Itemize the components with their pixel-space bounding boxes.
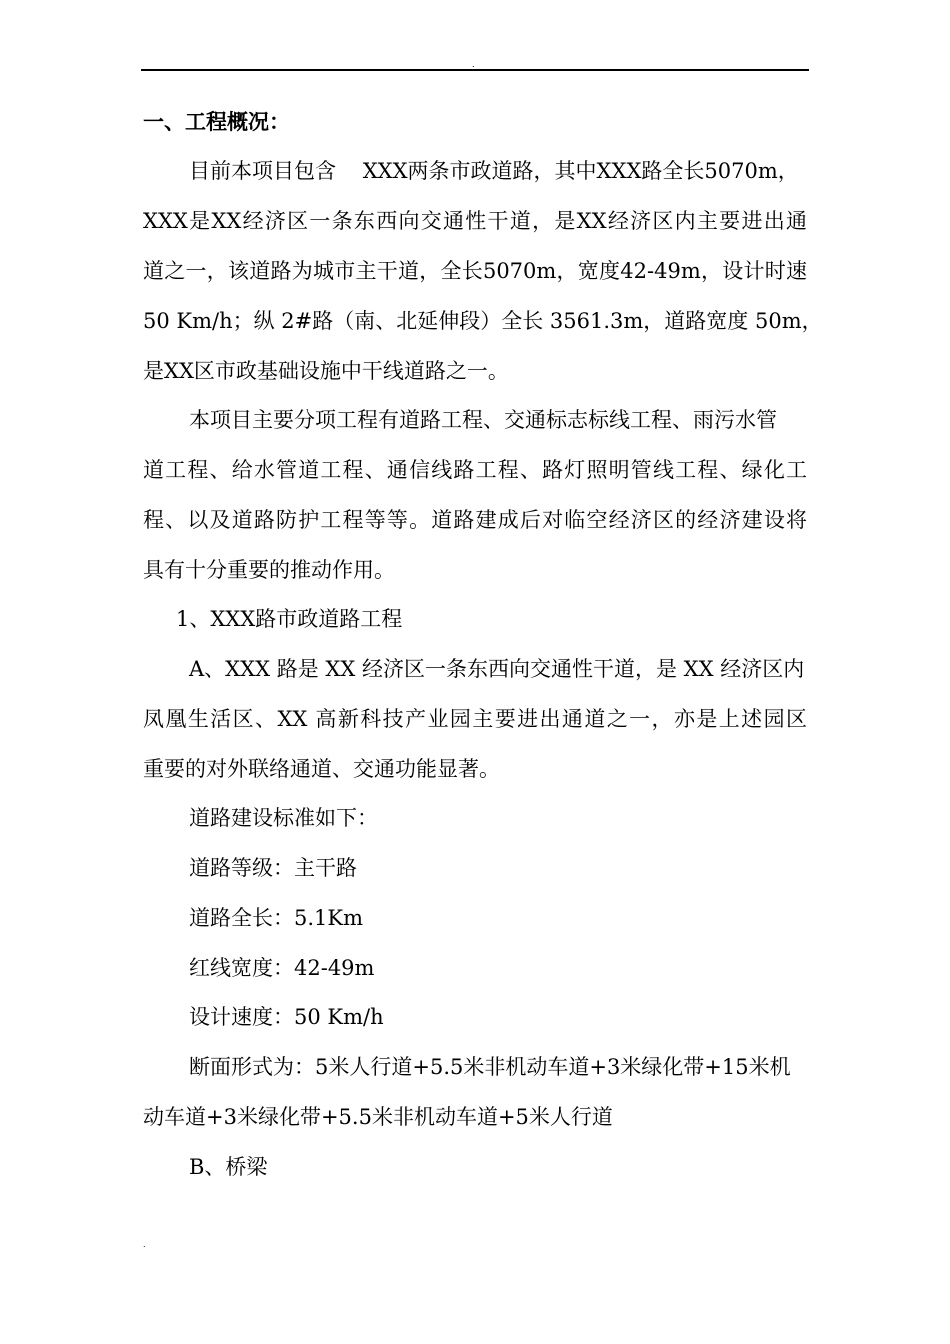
paragraph-line: 凤凰生活区、XX 高新科技产业园主要进出通道之一，亦是上述园区 xyxy=(143,707,807,731)
header-rule xyxy=(141,69,809,71)
paragraph-line: 是XX区市政基础设施中干线道路之一。 xyxy=(143,359,509,383)
spec-red-line-width: 红线宽度：42-49m xyxy=(189,956,375,980)
section-heading: 一、工程概况： xyxy=(143,110,290,134)
paragraph-line: XXX是XX经济区一条东西向交通性干道，是XX经济区内主要进出通 xyxy=(143,209,807,233)
paragraph-line: 50 Km/h；纵 2#路（南、北延伸段）全长 3561.3m，道路宽度 50m， xyxy=(143,309,823,333)
spec-cross-section: 断面形式为：5米人行道+5.5米非机动车道+3米绿化带+15米机 xyxy=(189,1055,791,1079)
subsection-title: B、桥梁 xyxy=(189,1155,268,1179)
spec-road-length: 道路全长：5.1Km xyxy=(189,906,363,930)
paragraph-line: 程、以及道路防护工程等等。道路建成后对临空经济区的经济建设将 xyxy=(143,508,807,532)
header-dot: . xyxy=(472,60,475,69)
spec-road-grade: 道路等级：主干路 xyxy=(189,856,357,880)
paragraph-line: 本项目主要分项工程有道路工程、交通标志标线工程、雨污水管 xyxy=(189,408,777,432)
paragraph-line: 道之一，该道路为城市主干道，全长5070m，宽度42-49m，设计时速 xyxy=(143,259,807,283)
footer-dot: . xyxy=(143,1240,146,1249)
paragraph-line: 道工程、给水管道工程、通信线路工程、路灯照明管线工程、绿化工 xyxy=(143,458,807,482)
paragraph-line: 道路建设标准如下： xyxy=(189,806,378,830)
paragraph-line: 具有十分重要的推动作用。 xyxy=(143,558,395,582)
spec-design-speed: 设计速度：50 Km/h xyxy=(189,1005,384,1029)
paragraph-line: 重要的对外联络通道、交通功能显著。 xyxy=(143,757,500,781)
paragraph-line: 目前本项目包含 XXX两条市政道路，其中XXX路全长5070m， xyxy=(189,159,799,183)
subsection-title: 1、XXX路市政道路工程 xyxy=(176,607,403,631)
spec-cross-section-cont: 动车道+3米绿化带+5.5米非机动车道+5米人行道 xyxy=(143,1105,613,1129)
paragraph-line: A、XXX 路是 XX 经济区一条东西向交通性干道，是 XX 经济区内 xyxy=(189,657,805,681)
